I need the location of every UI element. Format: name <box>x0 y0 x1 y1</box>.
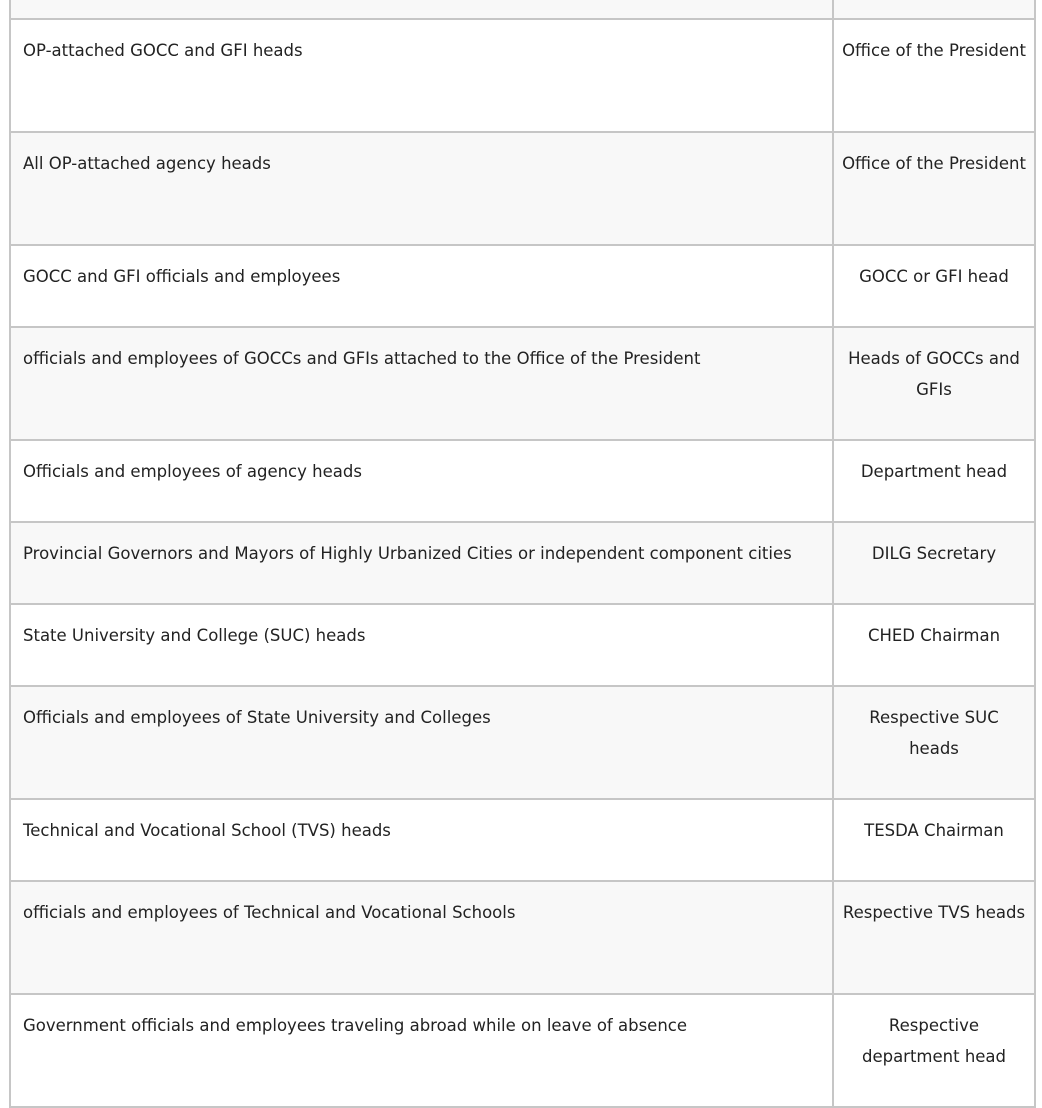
table-row <box>10 132 1035 245</box>
table-row <box>10 686 1035 799</box>
table-row <box>10 0 1035 19</box>
traveler-cell: State University and College (SUC) heads <box>10 604 833 686</box>
approving-authority-cell: GOCC or GFI head <box>833 245 1035 327</box>
approving-authority-cell: Respective TVS heads <box>833 881 1035 994</box>
approving-authority-cell: Department head <box>833 440 1035 522</box>
table-row <box>10 440 1035 522</box>
approving-authority-cell: Heads of GOCCs and GFIs <box>833 327 1035 440</box>
table-row <box>10 245 1035 327</box>
traveler-cell: officials and employees of GOCCs and GFIs attached to the Office of the President <box>10 327 833 440</box>
traveler-cell: All OP-attached agency heads <box>10 132 833 245</box>
table-row <box>10 327 1035 440</box>
approving-authority-cell: Respective department head <box>833 994 1035 1107</box>
approving-authority-cell: TESDA Chairman <box>833 799 1035 881</box>
traveler-cell: Provincial Governors and Mayors of Highly Urbanized Cities or independent component cities <box>10 522 833 604</box>
traveler-cell: Officials and employees of agency heads <box>10 440 833 522</box>
approving-authority-cell: Office of the President <box>833 19 1035 132</box>
traveler-cell: Technical and Vocational School (TVS) heads <box>10 799 833 881</box>
traveler-cell <box>10 0 833 19</box>
traveler-cell: officials and employees of Technical and Vocational Schools <box>10 881 833 994</box>
table-row <box>10 19 1035 132</box>
traveler-cell: Government officials and employees traveling abroad while on leave of absence <box>10 994 833 1107</box>
table-row <box>10 799 1035 881</box>
table-row <box>10 522 1035 604</box>
travel-authority-table-container <box>9 0 1034 1108</box>
table-row <box>10 881 1035 994</box>
approving-authority-cell <box>833 0 1035 19</box>
traveler-cell: GOCC and GFI officials and employees <box>10 245 833 327</box>
approving-authority-cell: CHED Chairman <box>833 604 1035 686</box>
traveler-cell: OP-attached GOCC and GFI heads <box>10 19 833 132</box>
approving-authority-cell: Office of the President <box>833 132 1035 245</box>
traveler-cell: Officials and employees of State University and Colleges <box>10 686 833 799</box>
approving-authority-cell: DILG Secretary <box>833 522 1035 604</box>
approving-authority-cell: Respective SUC heads <box>833 686 1035 799</box>
table-row <box>10 604 1035 686</box>
travel-authority-table <box>9 0 1036 1108</box>
table-row <box>10 994 1035 1107</box>
